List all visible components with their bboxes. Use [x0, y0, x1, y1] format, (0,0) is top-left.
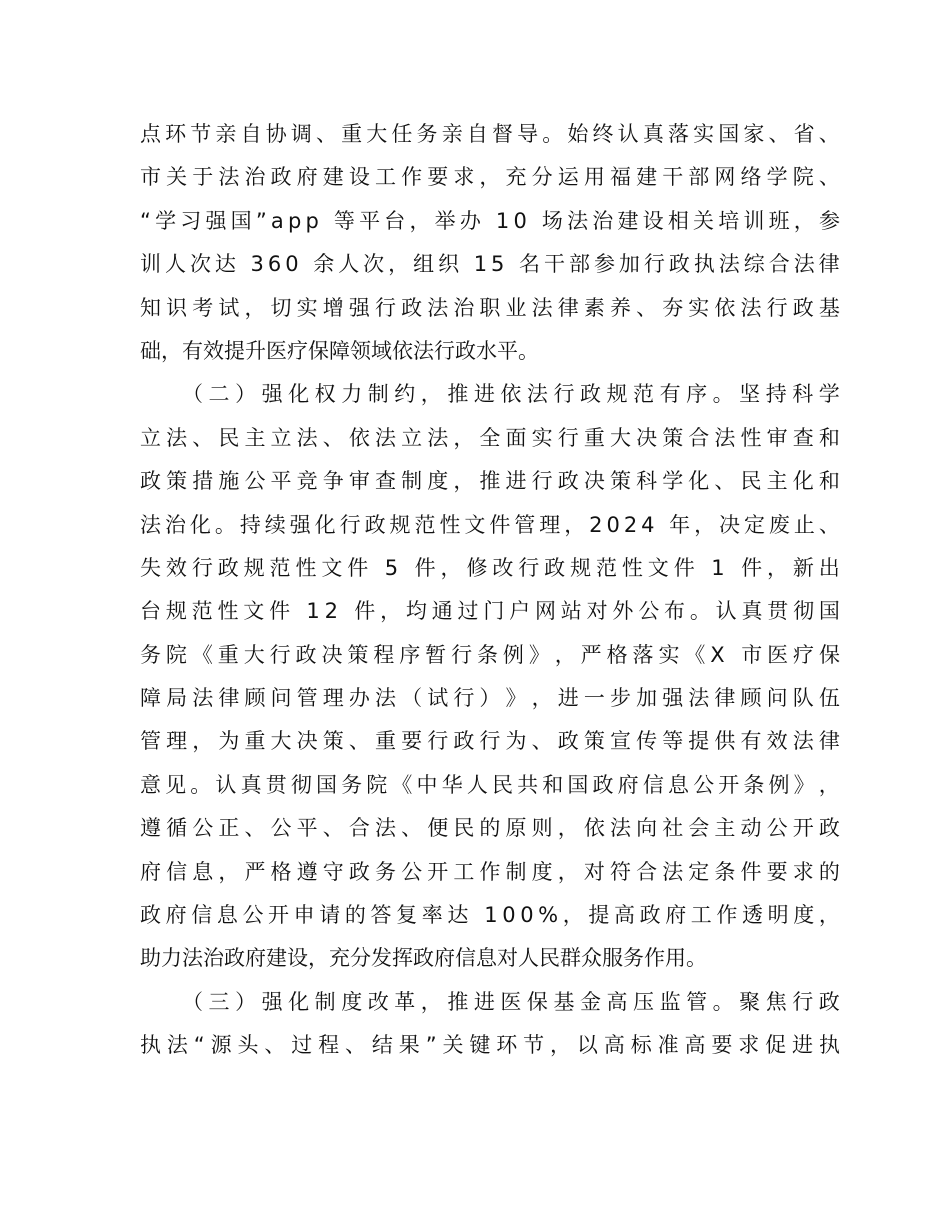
text-line: 政 府 信 息 公 开 申 请 的 答 复 率 达 1 0 0 % ， 提 高 政 府 工 作 透 明 度 ，: [140, 903, 840, 928]
text-line: 失 效 行 政 规 范 性 文 件 5 件 ， 修 改 行 政 规 范 性 文 件 1 件 ， 新 出: [140, 555, 840, 580]
paragraph-p2: [140, 373, 840, 980]
text-line: 知 识 考 试 ， 切 实 增 强 行 政 法 治 职 业 法 律 素 养 、 夯 实 依 法 行 政 基: [140, 295, 840, 320]
text-line: 训 人 次 达 3 6 0 余 人 次 ， 组 织 1 5 名 干 部 参 加 行 政 执 法 综 合 法 律: [140, 252, 840, 277]
text-line: 法 治 化 。 持 续 强 化 行 政 规 范 性 文 件 管 理 ， 2 0 2 4 年 ， 决 定 废 止 、: [140, 512, 840, 537]
text-line: 政 策 措 施 公 平 竞 争 审 查 制 度 ， 推 进 行 政 决 策 科 学 化 、 民 主 化 和: [140, 469, 840, 494]
text-line: （ 三 ） 强 化 制 度 改 革 ， 推 进 医 保 基 金 高 压 监 管 。 聚 焦 行 政: [182, 989, 840, 1014]
document-body: [140, 113, 840, 1068]
text-line: 助力法治政府建设，充分发挥政府信息对人民群众服务作用。: [140, 946, 707, 971]
text-line: 台 规 范 性 文 件 1 2 件 ， 均 通 过 门 户 网 站 对 外 公 布 。 认 真 贯 彻 国: [140, 599, 840, 624]
text-line: 立 法 、 民 主 立 法 、 依 法 立 法 ， 全 面 实 行 重 大 决 策 合 法 性 审 查 和: [140, 425, 840, 450]
paragraph-p1: [140, 113, 840, 373]
text-line: 础，有效提升医疗保障领域依法行政水平。: [140, 338, 539, 363]
text-line: 意 见 。 认 真 贯 彻 国 务 院 《 中 华 人 民 共 和 国 政 府 信 息 公 开 条 例 》 ，: [140, 772, 840, 797]
text-line: 障 局 法 律 顾 问 管 理 办 法 （ 试 行 ） 》 ， 进 一 步 加 强 法 律 顾 问 队 伍: [140, 686, 840, 711]
text-line: 府 信 息 ， 严 格 遵 守 政 务 公 开 工 作 制 度 ， 对 符 合 法 定 条 件 要 求 的: [140, 859, 840, 884]
text-line: 点 环 节 亲 自 协 调 、 重 大 任 务 亲 自 督 导 。 始 终 认 真 落 实 国 家 、 省 、: [140, 122, 840, 146]
text-line: 市 关 于 法 治 政 府 建 设 工 作 要 求 ， 充 分 运 用 福 建 干 部 网 络 学 院 、: [140, 165, 840, 190]
text-line: 遵 循 公 正 、 公 平 、 合 法 、 便 民 的 原 则 ， 依 法 向 社 会 主 动 公 开 政: [140, 816, 840, 841]
text-line: “ 学 习 强 国 ” a p p 等 平 台 ， 举 办 1 0 场 法 治 建 设 相 关 培 训 班 ， 参: [140, 208, 840, 233]
text-line: （ 二 ） 强 化 权 力 制 约 ， 推 进 依 法 行 政 规 范 有 序 。 坚 持 科 学: [182, 382, 840, 407]
paragraph-p3: [140, 981, 840, 1068]
text-line: 管 理 ， 为 重 大 决 策 、 重 要 行 政 行 为 、 政 策 宣 传 等 提 供 有 效 法 律: [140, 729, 840, 754]
text-line: 务 院 《 重 大 行 政 决 策 程 序 暂 行 条 例 》 ， 严 格 落 实 《 X 市 医 疗 保: [140, 642, 840, 667]
text-line: 执 法 “ 源 头 、 过 程 、 结 果 ” 关 键 环 节 ， 以 高 标 准 高 要 求 促 进 执: [140, 1033, 840, 1058]
